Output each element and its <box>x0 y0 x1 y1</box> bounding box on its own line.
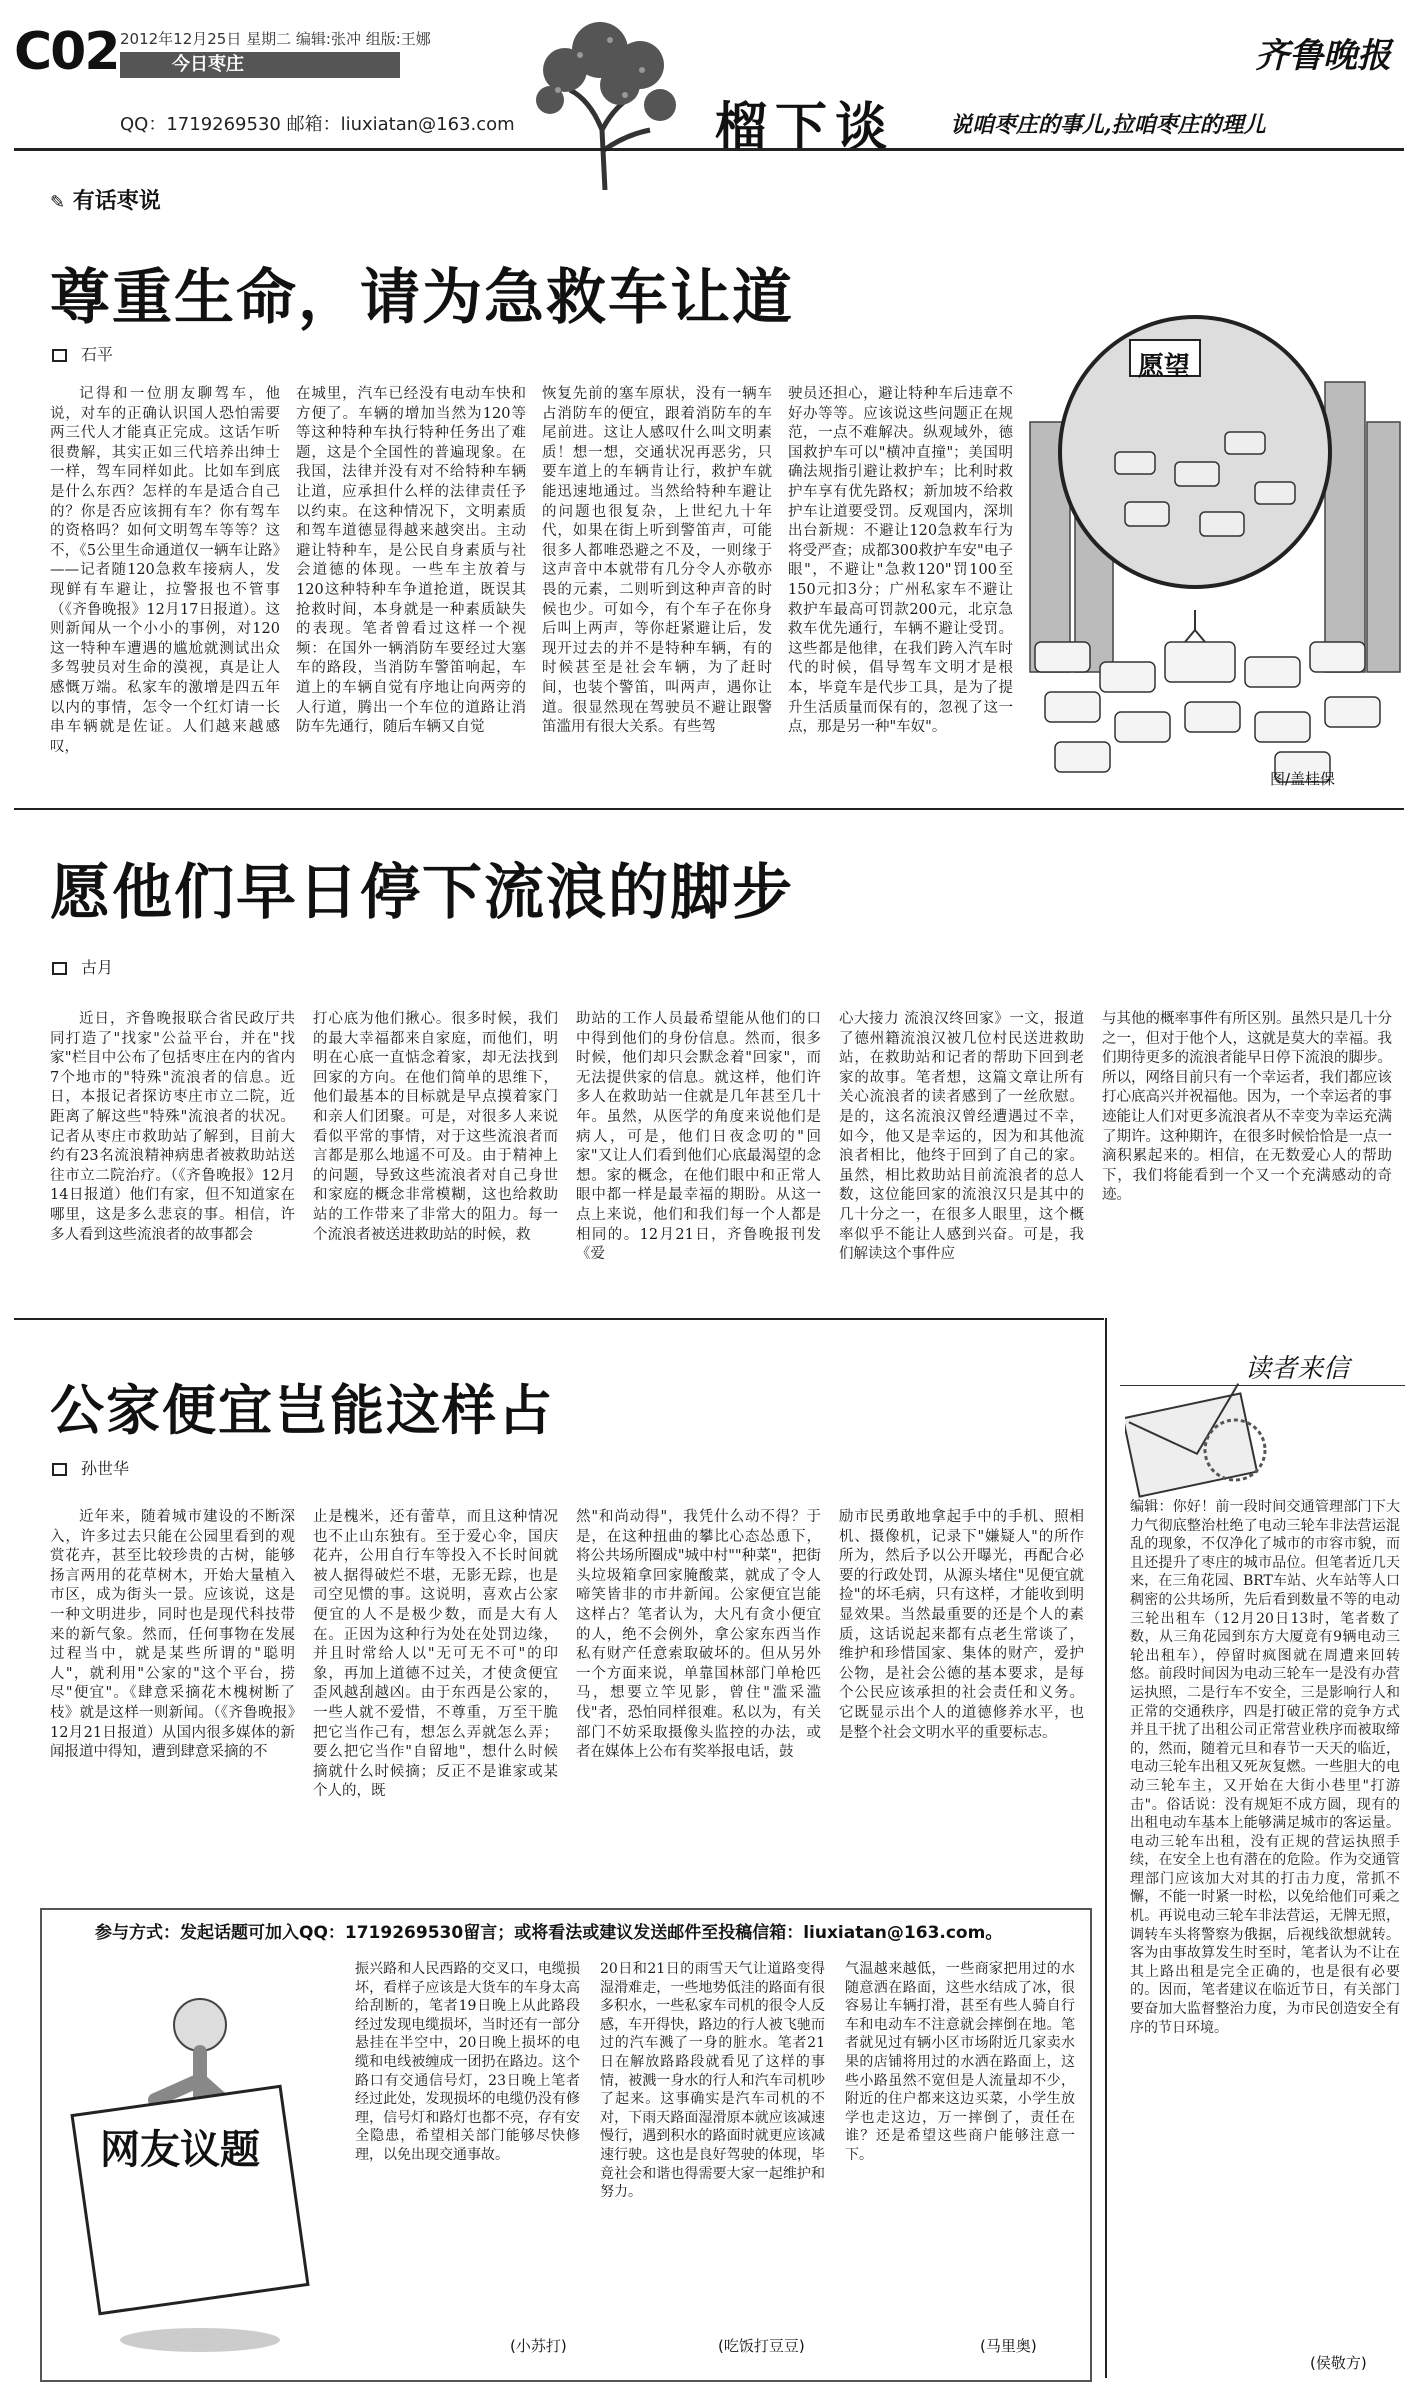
header-rule <box>14 148 1404 151</box>
article2-col5: 与其他的概率事件有所区别。虽然只是几十分之一，但对于他个人，这就是莫大的幸福。我们期待更多的流浪者能早日停下流浪的脚步。所以，网络目前只有一个幸运者，我们都应该打心底高兴并祝福他。因为，一个幸运者的事迹能让人们对更多流浪者从不幸变为幸运充满了期许。这种期许，在很多时候恰恰是一点一滴积累起来的。相信，在无数爱心人的帮助下，我们将能看到一个又一个充满感动的奇迹。 <box>1102 1011 1392 1204</box>
page-code: C02 <box>14 22 119 82</box>
cartoon-label: 愿望 <box>1138 352 1191 382</box>
column-tag <box>50 184 161 215</box>
article1-author: 石平 <box>81 345 114 364</box>
article2-col1: 近日，齐鲁晚报联合省民政厅共同打造了"找家"公益平台，并在"找家"栏目中公布了包括枣庄在内的省内7个地市的"特殊"流浪者的信息。近日，本报记者探访枣庄市立二院，近距离了解这些"特殊"流浪者的状况。记者从枣庄市救助站了解到，目前大约有23名流浪精神病患者被救助站送往市立二院治疗。（《齐鲁晚报》12月14日报道）他们有家，但不知道家在哪里，这是多么悲哀的事。相信，许多人看到这些流浪者的故事都会 <box>50 1011 295 1243</box>
divider-1 <box>14 808 1404 810</box>
article2-author: 古月 <box>81 958 114 977</box>
letter-section-title: 读者来信 <box>1245 1354 1350 1384</box>
article2-title: 愿他们早日停下流浪的脚步 <box>50 858 794 928</box>
article1-col1: 记得和一位朋友聊驾车，他说，对车的正确认识国人恐怕需要两三代人才能真正完成。这话乍听很费解，其实正如三代培养出绅士一样，驾车同样如此。比如车到底是什么东西？怎样的车是适合自己的？你是否应该拥有车？你有驾车的资格吗？如何文明驾车等等？这不，《5公里生命通道仅一辆车让路》——记者随120急救车接病人，发现鲜有车避让，拉警报也不管事（《齐鲁晚报》12月17日报道）。这则新闻从一个小小的事例，对120这一特种车遭遇的尴尬就测试出众多驾驶员对生命的漠视，真是让人感慨万端。私家车的激增是四五年以内的事情，怎令一个红灯请一长串车辆就是佐证。人们越来越感叹， <box>50 386 280 755</box>
article3-col2: 止是槐米，还有蕾草，而且这种情况也不止山东独有。至于爱心伞，国庆花卉，公用自行车等投入不长时间就被人据得破烂不堪，无影无踪，也是司空见惯的事。这说明，喜欢占公家便宜的人不是极少数，而是大有人在。正因为这种行为处在处罚边缘，并且时常给人以"无可无不可"的印象，再加上道德不过关，才使贪便宜歪风越刮越凶。由于东西是公家的，一些人就不爱惜，不尊重，万至干脆把它当作己有，想怎么弄就怎么弄；要么把它当作"自留地"，想什么时候摘就什么时候摘；反正不是谁家或某个人的，既 <box>313 1509 558 1800</box>
article3-author: 孙世华 <box>81 1459 130 1478</box>
article1-byline <box>52 342 113 365</box>
newspaper-logo: 齐鲁晚报 <box>1255 36 1391 76</box>
article1-col3: 恢复先前的塞车原状，没有一辆车占消防车的便宜，跟着消防车的车尾前进。这让人感叹什么叫文明素质！想一想，交通状况再恶劣，只要车道上的车辆肯让行，救护车就能迅速地通过。当然给特种车避让的问题也很复杂，上世纪九十年代，如果在街上听到警笛声，可能很多人都唯恐避之不及，一则缘于这声音中本就带有几分令人亦敬亦畏的元素，二则听到这种声音的时候也少。可如今，有个车子在你身后叫上两声，等你赶紧避让后，发现开过去的并不是特种车辆，有的时候甚至是社会车辆，为了赶时间，也装个警笛，叫两声，遇你让道。很显然现在驾驶员不避让跟警笛滥用有很大关系。有些驾 <box>542 386 772 736</box>
cartoon-credit: 图/盖桂保 <box>1270 770 1336 788</box>
letter-body: 编辑：你好！前一段时间交通管理部门下大力气彻底整治杜绝了电动三轮车非法营运混乱的现象，不仅净化了城市的市容市貌，而且还提升了枣庄的城市品位。但笔者近几天来，在三角花园、BRT车站、火车站等人口稠密的公共场所，先后看到数量不等的电动三轮出租车（12月20日13时，笔者数了数，从三角花园到东方大厦竟有9辆电动三轮出租车），停留时疯图就在周遭来回转悠。前段时间因为电动三轮车一是没有办营运执照，二是行车不安全，三是影响行人和正常的交通秩序，四是打破正常的竞争方式并且干扰了出租公司正常营业秩序而被取缔的，然而，随着元旦和春节一天天的临近，电动三轮车出租又死灰复燃。一些胆大的电动三轮车主，又开始在大街小巷里"打游击"。俗话说：没有规矩不成方圆，现有的出租电动车基本上能够满足城市的客运量。电动三轮车出租，没有正规的营运执照手续，在安全上也有潜在的危险。作为交通管理部门应该加大对其的打击力度，常抓不懈，不能一时紧一时松，以免给他们可乘之机。再说电动三轮车非法营运，无牌无照，调转车头将警察为俄据，后视线欲想就转。客为由事故算发生时至时，笔者认为不让在其上路出租是完全正确的，也是很有必要的。因而，笔者建议在临近节日，有关部门要奋加大监督整治力度，为市民创造安全有序的节日环境。 <box>1130 1499 1400 2036</box>
article3-title: 公家便宜岂能这样占 <box>50 1379 554 1442</box>
column-title: 榴下谈 <box>715 97 896 158</box>
netizen-post-3: 气温越来越低，一些商家把用过的水随意洒在路面，这些水结成了冰，很容易让车辆打滑，甚至有些人骑自行车和电动车不注意就会摔倒在地。笔者就见过有辆小区市场附近几家卖水果的店铺将用过的水洒在路面上，这些小路虽然不宽但是人流量却不少，附近的住户都来这边买菜，小学生放学也走这边，万一摔倒了，责任在谁？还是希望这些商户能够注意一下。 <box>845 1961 1075 2163</box>
divider-2 <box>14 1318 1104 1320</box>
envelope-stamp-icon <box>1125 1380 1275 1500</box>
byline-square-icon <box>52 962 67 975</box>
article1-col2: 在城里，汽车已经没有电动车快和方便了。车辆的增加当然为120等等这种特种车执行特种任务出了难题，这是个全国性的普遍现象。在我国，法律并没有对不给特种车辆让道，应承担什么样的法律责任予以约束。在这种情况下，文明素质和驾车道德显得越来越突出。主动避让特种车，是公民自身素质与社会道德的体现。一些车主放着与120这种特种车争道抢道，既误其抢救时间，本身就是一种素质缺失的表现。笔者曾看过这样一个视频：在国外一辆消防车要经过大塞车的路段，当消防车警笛响起，车道上的车辆自觉有序地让向两旁的人行道，腾出一个车位的道路让消防车先通行，随后车辆又自觉 <box>296 386 526 736</box>
netizen-box-label: 网友议题 <box>100 2126 260 2173</box>
letter-signature: (侯敬方) <box>1310 2354 1367 2372</box>
article2-byline <box>52 955 113 978</box>
netizen-post-2: 20日和21日的雨雪天气让道路变得湿滑难走，一些地势低洼的路面有很多积水，一些私家车司机的很令人反感，车开得快，路边的行人被飞驰而过的汽车溅了一身的脏水。笔者21日在解放路路段就看见了这样的事情，被溅一身水的行人和汽车司机吵了起来。这事确实是汽车司机的不对，下雨天路面湿滑原本就应该减速慢行，遇到积水的路面时就更应该减速行驶。这也是良好驾驶的体现，毕竟社会和谐也得需要大家一起维护和努力。 <box>600 1961 825 2201</box>
netizen-post-1: 振兴路和人民西路的交叉口，电缆损坏，看样子应该是大货车的车身太高给刮断的，笔者19日晚上从此路段经过发现电缆损坏，当时还有一部分悬挂在半空中，20日晚上损坏的电缆和电线被缠成一团扔在路边。这个路口有交通信号灯，23日晚上笔者经过此处，发现损坏的电缆仍没有修理，信号灯和路灯也都不亮，存有安全隐患，希望相关部门能够尽快修理，以免出现交通事故。 <box>355 1961 580 2163</box>
column-slogan: 说咱枣庄的事儿,拉咱枣庄的理儿 <box>950 112 1266 138</box>
byline-square-icon <box>52 1463 67 1476</box>
letter-divider <box>1105 1318 1107 2378</box>
article2-col3: 助站的工作人员最希望能从他们的口中得到他们的身份信息。然而，很多时候，他们却只会默念着"回家"，而无法提供家的信息。就这样，他们许多人在救助站一住就是几年甚至几十年。虽然，从医学的角度来说他们是病人，可是，他们日夜念叨的"回家"又让人们看到他们心底最渴望的念想。家的概念，在他们眼中和正常人眼中都一样是最幸福的期盼。从这一点上来说，他们和我们每一个人都是相同的。12月21日，齐鲁晚报刊发《爱 <box>576 1011 821 1263</box>
netizen-sig-2: (吃饭打豆豆) <box>718 2337 805 2355</box>
column-tag-label: 有话枣说 <box>72 189 161 214</box>
article3-col3: 然"和尚动得"，我凭什么动不得？于是，在这种扭曲的攀比心态怂恿下，将公共场所圈成"城中村""种菜"，把街头垃圾箱拿回家腌酸菜，就成了令人啼笑皆非的市井新闻。公家便宜岂能这样占？笔者认为，大凡有贪小便宜的人，绝不会例外，拿公家东西当作私有财产任意索取破坏的。但从另外一个方面来说，单靠国林部门单枪匹马，想要立竿见影，曾住"滥采滥伐"者，恐怕同样很难。私以为，有关部门不妨采取摄像头监控的办法，或者在媒体上公布有奖举报电话，鼓 <box>576 1509 821 1761</box>
netizen-sig-3: (马里奥) <box>980 2337 1037 2355</box>
article2-col4: 心大接力 流浪汉终回家》一文，报道了德州籍流浪汉被几位村民送进救助站，在救助站和记者的帮助下回到老家的故事。笔者想，这篇文章让所有关心流浪者的读者感到了一丝欣慰。是的，这名流浪汉曾经遭遇过不幸，如今，他又是幸运的，因为和其他流浪者相比，他终于回到了自己的家。虽然，相比救助站目前流浪者的总人数，这位能回家的流浪汉只是其中的几十分之一，在很多人眼里，这个概率似乎不能让人感到兴奋。可是，我们解读这个事件应 <box>839 1011 1084 1263</box>
contact-line: QQ：1719269530 邮箱：liuxiatan@163.com <box>120 114 515 135</box>
traffic-cartoon <box>1025 312 1403 792</box>
date-line: 2012年12月25日 星期二 编辑:张冲 组版:王娜 <box>120 30 431 48</box>
article3-byline <box>52 1456 129 1479</box>
netizen-sig-1: (小苏打) <box>510 2337 567 2355</box>
article2-col2: 打心底为他们揪心。很多时候，我们的最大幸福都来自家庭，而他们，明明在心底一直惦念着家，却无法找到回家的方向。在他们简单的思维下，他们最基本的目标就是早点摸着家门和亲人们团聚。可是，对很多人来说看似平常的事情，对于这些流浪者而言都是那么地遥不可及。由于精神上的问题，导致这些流浪者对自己身世和家庭的概念非常模糊，这也给救助站的工作带来了非常大的阻力。每一个流浪者被送进救助站的时候，救 <box>313 1011 558 1243</box>
letter-title-rule <box>1120 1385 1405 1386</box>
article3-col4: 励市民勇敢地拿起手中的手机、照相机、摄像机，记录下"嫌疑人"的所作所为，然后予以公开曝光，再配合必要的行政处罚，从源头堵住"见便宜就捡"的坏毛病，只有这样，才能收到明显效果。当然最重要的还是个人的素质，这话说起来都有点老生常谈了，维护和珍惜国家、集体的财产，爱护公物，是社会公德的基本要求，是每个公民应该承担的社会责任和义务。它既显示出个人的道德修养水平，也是整个社会文明水平的重要标志。 <box>839 1509 1084 1741</box>
article1-title: 尊重生命，请为急救车让道 <box>50 263 794 333</box>
article1-col4: 驶员还担心，避让特种车后违章不好办等等。应该说这些问题正在规范，一点不难解决。纵观域外，德国救护车可以"横冲直撞"；美国明确法规指引避让救护车；比利时救护车享有优先路权；新加坡不给救护车让道要受罚。反观国内，深圳出台新规：不避让120急救车行为将受严查；成都300救护车安"电子眼"，不避让"急救120"罚100至150元扣3分；广州私家车不避让救护车最高可罚款200元，北京急救车优先通行，车辆不避让受罚。这些都是他律，在我们跨入汽车时代的时候，倡导驾车文明才是根本，毕竟车是代步工具，是为了提升生活质量而保有的，忽视了这一点，那是另一种"车奴"。 <box>788 386 1013 736</box>
article3-col1: 近年来，随着城市建设的不断深入，许多过去只能在公园里看到的观赏花卉，甚至比较珍贵的古树，能够扬言两用的花草树木，开始大量植入市区，成为街头一景。应该说，这是一种文明进步，同时也是现代科技带来的新气象。然而，任何事物在发展过程当中，就是某些所谓的"聪明人"，就利用"公家的"这个平台，捞尽"便宜"。《肆意采摘花木槐树断了枝》就是这样一则新闻。（《齐鲁晚报》12月21日报道）从国内很多媒体的新闻报道中得知，遭到肆意采摘的不 <box>50 1509 295 1761</box>
section-label: 今日枣庄 <box>120 52 400 78</box>
byline-square-icon <box>52 349 67 362</box>
jujube-tree-illustration <box>530 10 680 190</box>
netizen-prompt: 参与方式：发起话题可加入QQ：1719269530留言；或将看法或建议发送邮件至投稿信箱：liuxiatan@163.com。 <box>95 1923 1003 1943</box>
pen-icon: ✎ <box>50 192 66 213</box>
